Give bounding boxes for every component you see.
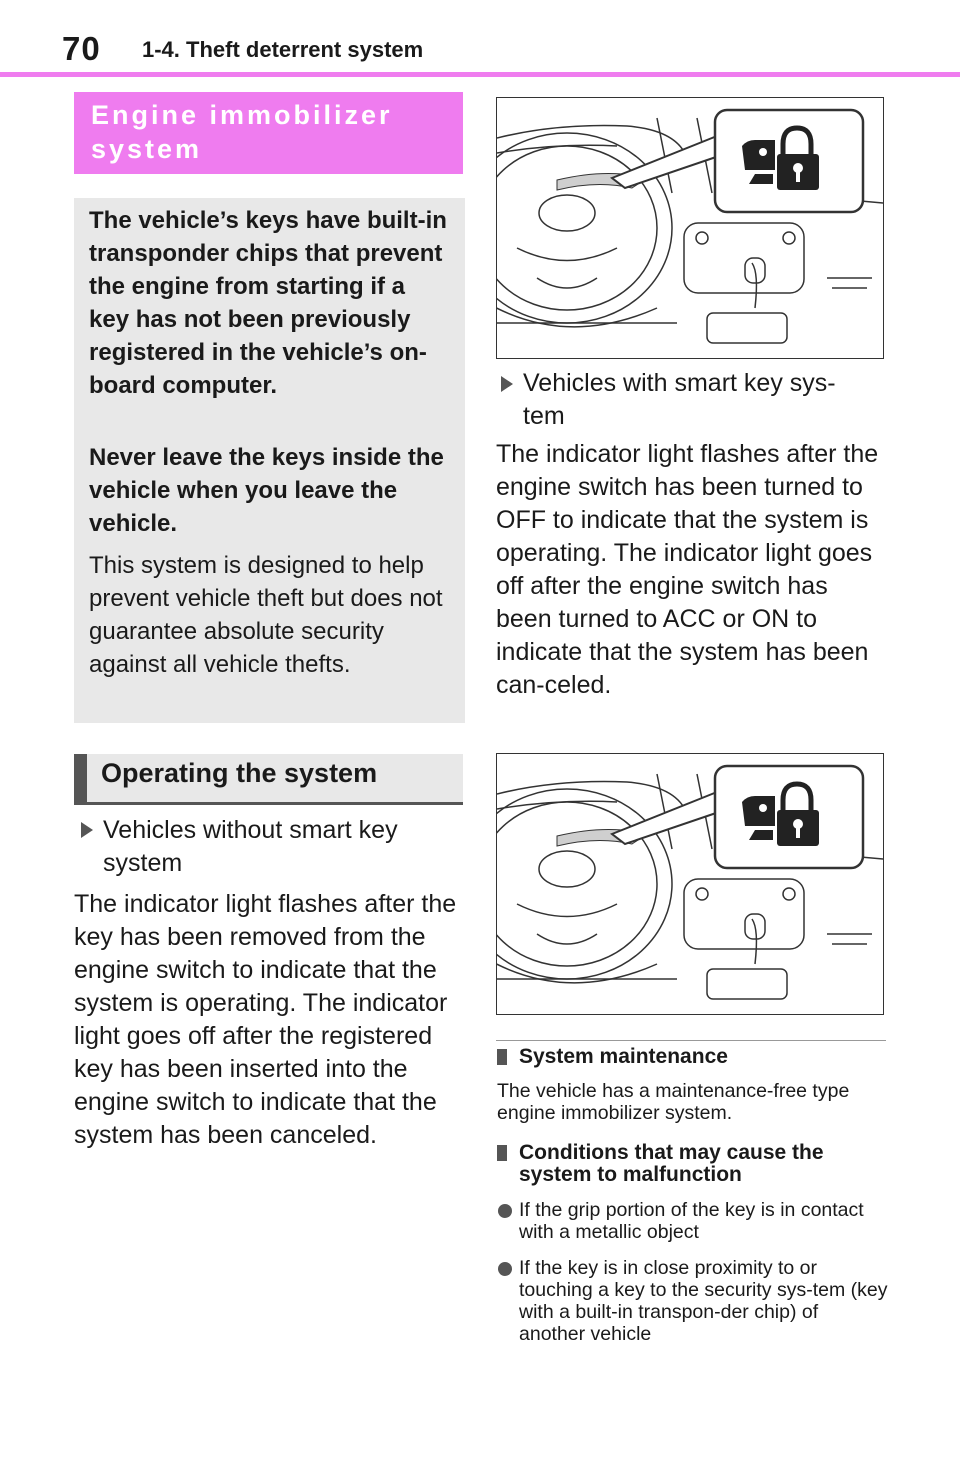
with-smart-key-label-line2: tem [523,402,565,430]
header-rule [0,72,960,77]
notes-rule [496,1040,886,1041]
square-bullet-icon [497,1145,507,1161]
round-bullet-icon [498,1204,512,1218]
immobilizer-heading-box [74,92,463,174]
with-smart-key-text: The indicator light flashes after the engine switch has been turned to OFF to indicate that the system is operating. The indicator light goes off after the engine switch has been turned to ACC or ON to indicate that the system has been can-celed. [496,440,879,699]
condition-bullet-2: If the key is in close proximity to or touching a key to the security sys-tem (key with a built-in transpon-der chip) of another vehicle [519,1257,888,1345]
round-bullet-icon [498,1262,512,1276]
triangle-bullet-icon [501,376,513,392]
immobilizer-para1: The vehicle’s keys have built-in transponder chips that prevent the engine from starting if a key has not been previously registered in the vehicle’s on-board computer. [89,207,447,399]
maintenance-heading: System maintenance [519,1045,728,1068]
conditions-heading [519,1142,889,1186]
dashboard-drawing [497,754,883,1013]
conditions-heading-line1: Conditions that may cause the [519,1141,824,1164]
maintenance-text: The vehicle has a maintenance-free type engine immobilizer system. [497,1080,850,1124]
immobilizer-heading [91,98,451,166]
immobilizer-para2: Never leave the keys inside the vehicle when you leave the vehicle. [89,444,444,537]
immobilizer-heading-line1: Engine immobilizer [91,100,393,130]
without-smart-key-text: The indicator light flashes after the key has been removed from the engine switch to indicate that the system is operating. The indicator light goes off after the registered key has been inserted into the engine switch to indicate that the system has been canceled. [74,890,457,1149]
operating-heading: Operating the system [101,758,378,788]
with-smart-key-label-line1: Vehicles with smart key sys- [523,369,836,397]
conditions-heading-line2: system to malfunction [519,1163,742,1186]
dashboard-illustration-1 [496,97,884,359]
without-smart-key-label-line2: system [103,849,183,877]
page-number: 70 [62,30,101,67]
without-smart-key-label [103,814,463,880]
condition-bullet-1: If the grip portion of the key is in contact with a metallic object [519,1199,864,1243]
dashboard-drawing [497,98,883,357]
dashboard-illustration-2 [496,753,884,1015]
immobilizer-heading-line2: system [91,134,203,164]
operating-heading-box [74,754,463,802]
with-smart-key-label [523,367,883,433]
triangle-bullet-icon [81,822,93,838]
section-title: 1-4. Theft deterrent system [142,37,424,62]
immobilizer-info-box [74,198,465,723]
square-bullet-icon [497,1049,507,1065]
without-smart-key-label-line1: Vehicles without smart key [103,816,398,844]
operating-heading-rule [74,802,463,805]
immobilizer-para3: This system is designed to help prevent vehicle theft but does not guarantee absolute security against all vehicle thefts. [89,552,443,678]
